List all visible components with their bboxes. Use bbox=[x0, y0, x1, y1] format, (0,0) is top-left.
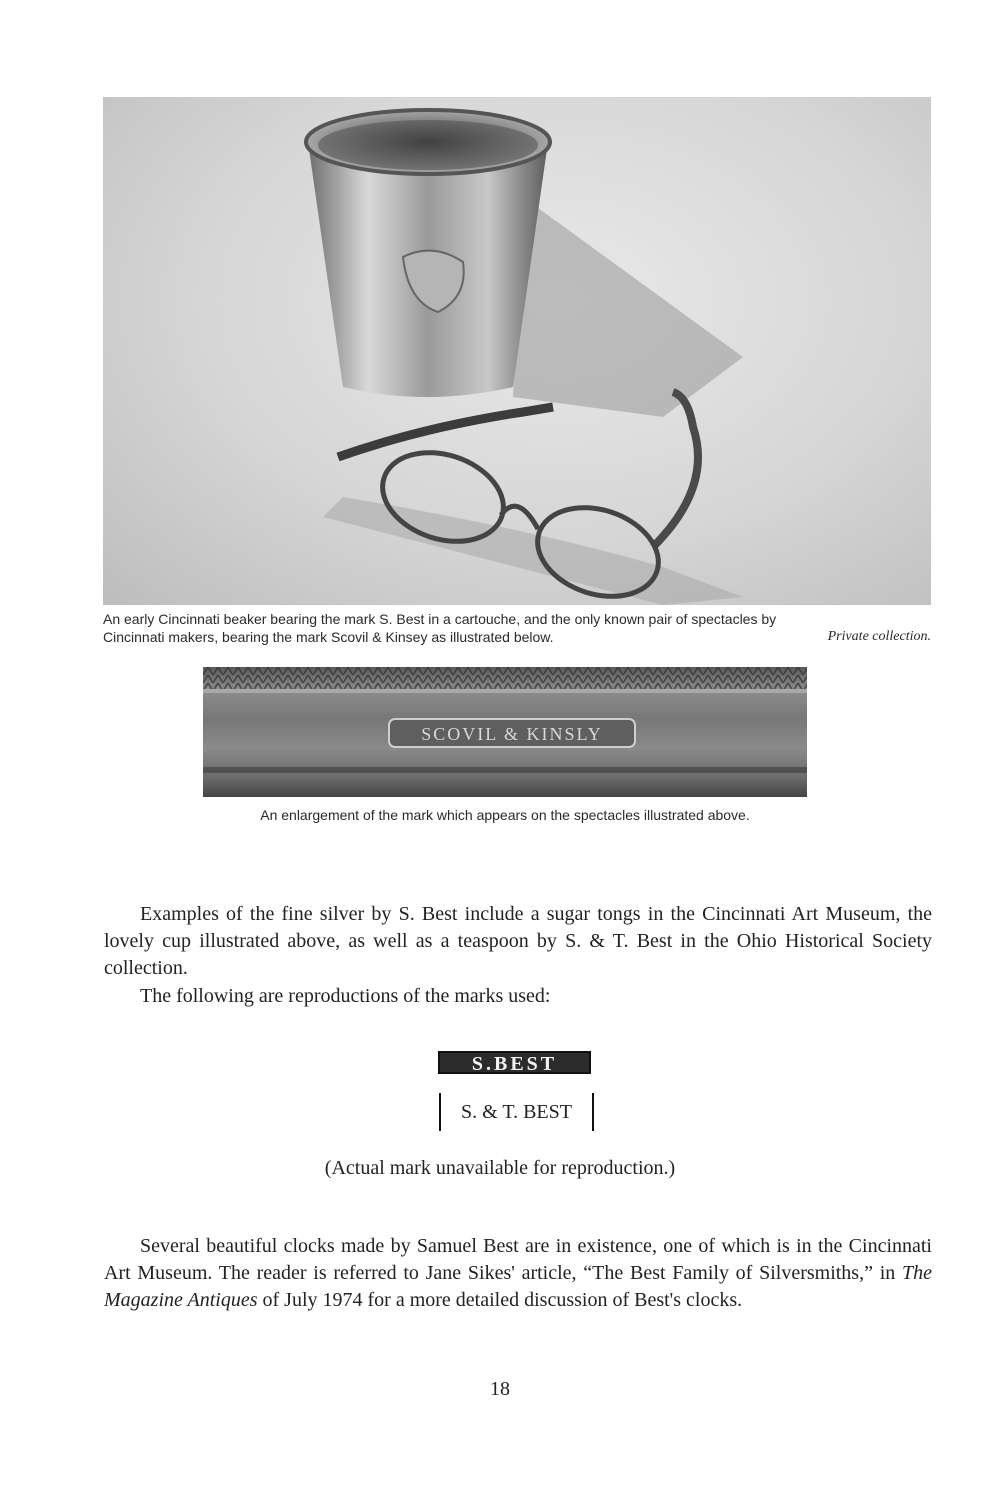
page-number: 18 bbox=[490, 1378, 510, 1400]
paragraph-marks-intro: The following are reproductions of the marks used: bbox=[140, 985, 551, 1007]
caption-credit: Private collection. bbox=[827, 629, 931, 644]
beaker-spectacles-photo bbox=[103, 97, 931, 605]
paragraph-clocks bbox=[104, 1233, 932, 1314]
spectacles-bridge bbox=[501, 506, 538, 529]
caption-line-2: Cincinnati makers, bearing the mark Scovil & Kinsey as illustrated below. bbox=[103, 629, 554, 645]
stamp-text: SCOVIL & KINSLY bbox=[421, 724, 603, 744]
mark-s-best: S.BEST bbox=[438, 1051, 591, 1074]
magazine-title: The Magazine Antiques bbox=[104, 1262, 932, 1311]
mark-caption: An enlargement of the mark which appears on the spectacles illustrated above. bbox=[260, 807, 750, 823]
paragraph-examples: Examples of the fine silver by S. Best include a sugar tongs in the Cincinnati Art Museum, the lovely cup illustrated above, as well as a teaspoon by S. & T. Best in the Ohio Historical Society collection. bbox=[104, 903, 932, 979]
mark-unavailable-note: (Actual mark unavailable for reproduction.) bbox=[324, 1157, 676, 1179]
mark-s-t-best: S. & T. BEST bbox=[439, 1093, 594, 1131]
clocks-text-after: of July 1974 for a more detailed discussion of Best's clocks. bbox=[257, 1289, 743, 1311]
scovil-kinsey-mark-photo bbox=[203, 667, 807, 797]
caption-line-1: An early Cincinnati beaker bearing the mark S. Best in a cartouche, and the only known pair of spectacles by bbox=[103, 611, 777, 627]
cup-shadow bbox=[513, 197, 743, 417]
spectacles-temple-left bbox=[338, 407, 553, 457]
figure-caption bbox=[103, 610, 931, 646]
clocks-text-before: Several beautiful clocks made by Samuel Best are in existence, one of which is in the Cincinnati Art Museum. The reader is referred to Jane Sikes' article, “The Best Family of Silversmiths,” in bbox=[104, 1235, 932, 1284]
